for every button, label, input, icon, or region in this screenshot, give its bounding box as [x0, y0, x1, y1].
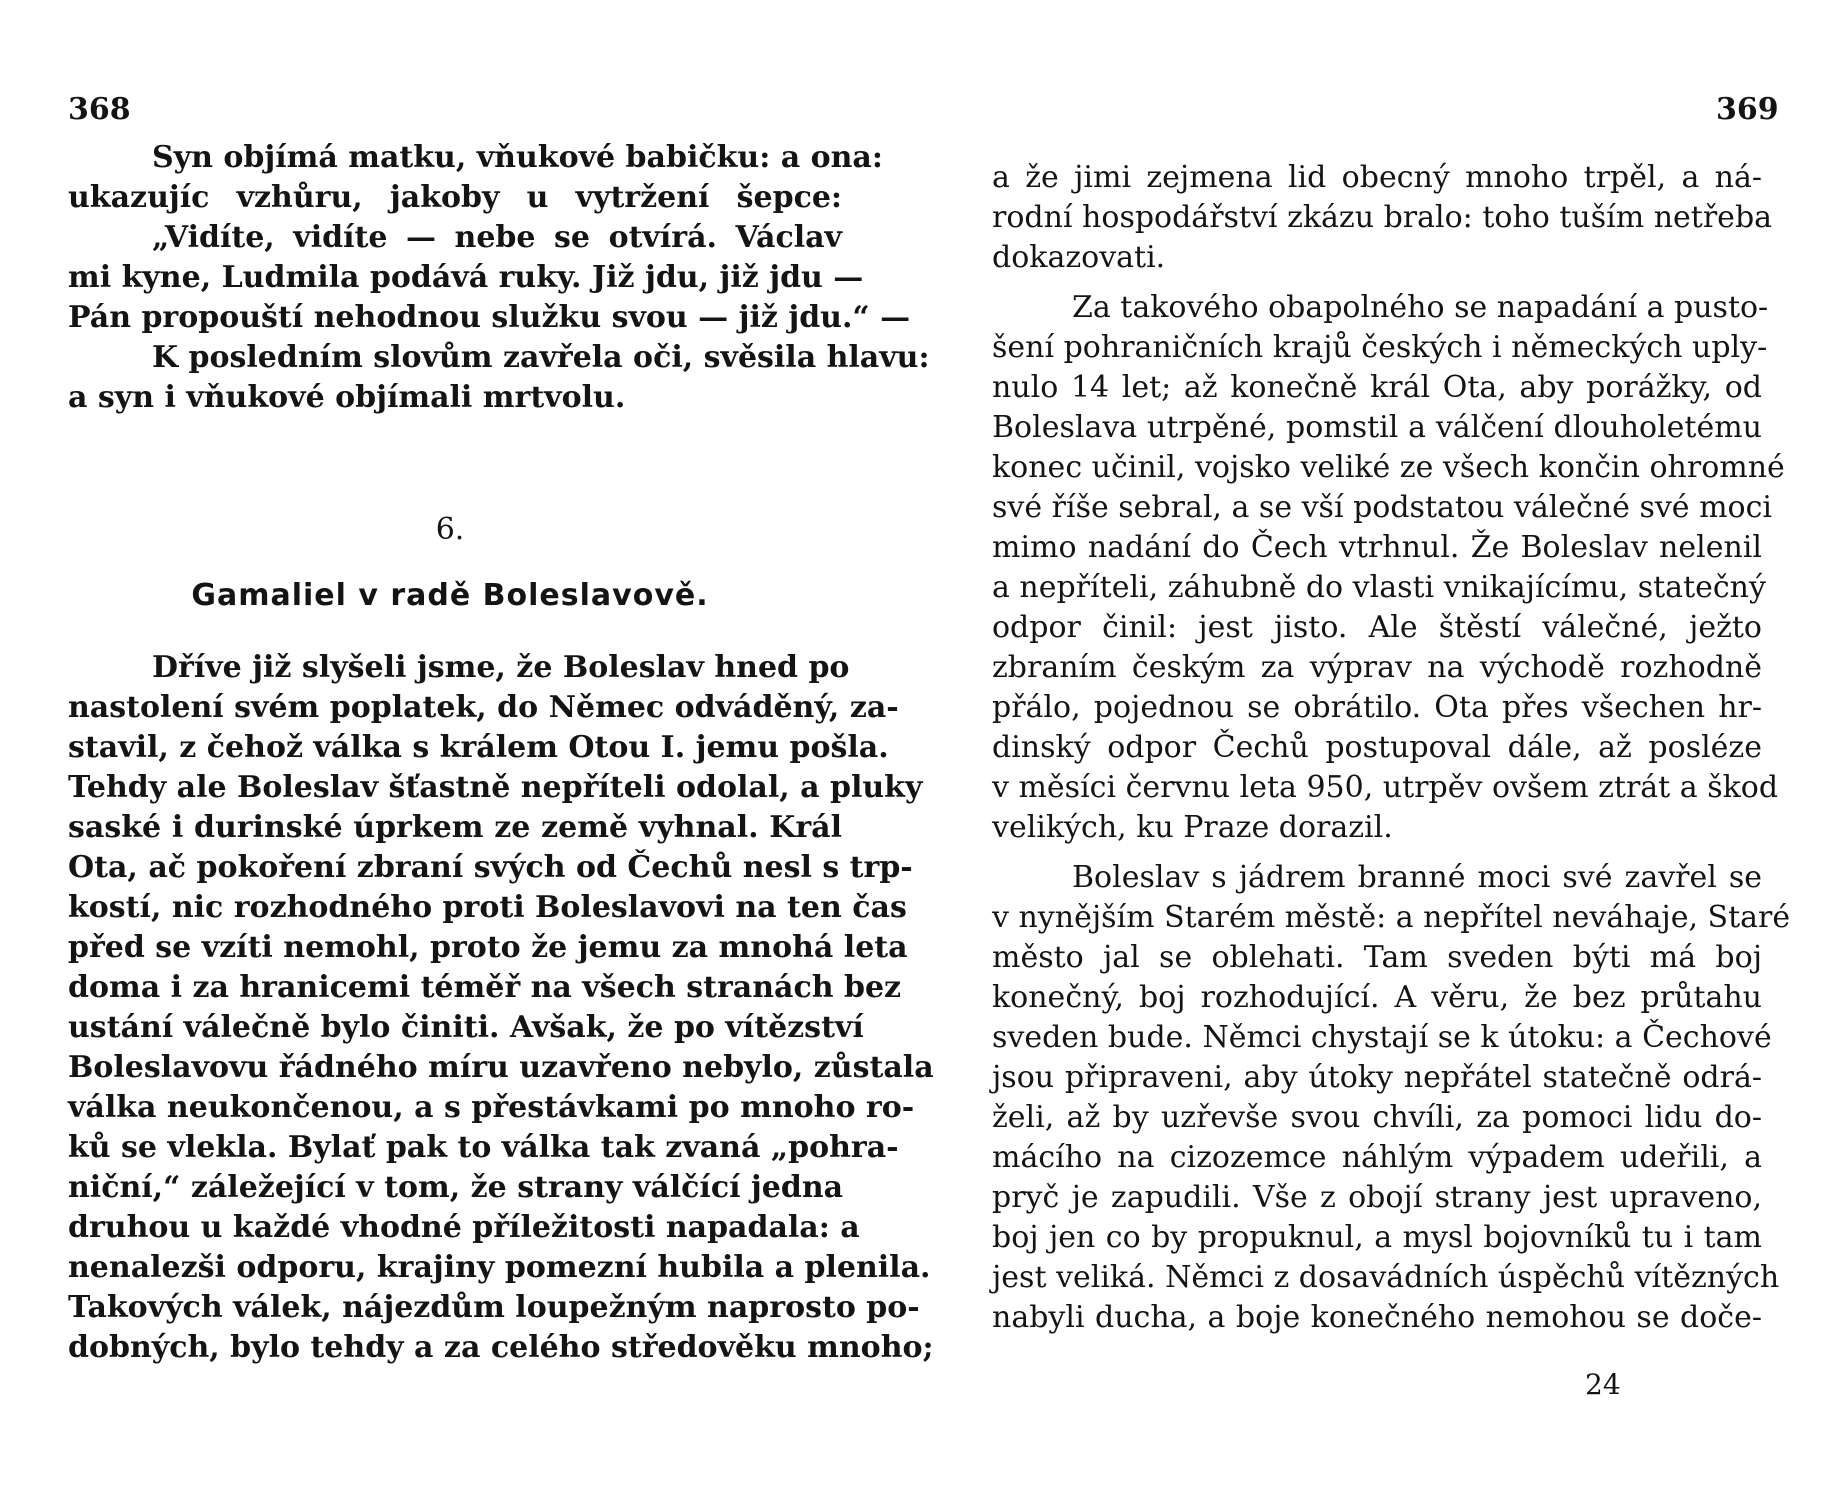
text-line: Dříve již slyšeli jsme, že Boleslav hned po [152, 650, 850, 685]
text-line: K posledním slovům zavřela oči, svěsila hlavu: [152, 340, 930, 375]
text-line: Ota, ač pokoření zbraní svých od Čechů nesl s trp- [68, 850, 913, 885]
text-line: odpor činil: jest jisto. Ale štěstí válečné, ježto [992, 610, 1762, 645]
text-line: ustání válečně bylo činiti. Avšak, že po vítězství [68, 1010, 864, 1045]
text-line: dobných, bylo tehdy a za celého středověku mnoho; [68, 1330, 934, 1365]
text-line: pryč je zapudili. Vše z obojí strany jest upraveno, [992, 1180, 1762, 1215]
section-number: 6. [435, 512, 465, 547]
text-line: Za takového obapolného se napadání a pusto- [1072, 290, 1769, 325]
page-number-left: 368 [68, 92, 131, 127]
text-line: šení pohraničních krajů českých i německých uply- [992, 330, 1768, 365]
text-line: „Vidíte, vidíte — nebe se otvírá. Václav [152, 220, 842, 255]
text-line: mácího na cizozemce náhlým výpadem udeřili, a [992, 1140, 1762, 1175]
text-line: rodní hospodářství zkázu bralo: toho tuším netřeba [992, 200, 1773, 235]
text-line: Pán propouští nehodnou služku svou — již jdu.“ — [68, 300, 911, 335]
text-line: nabyli ducha, a boje konečného nemohou se doče- [992, 1300, 1762, 1335]
text-line: jsou připraveni, aby útoky nepřátel statečně odrá- [992, 1060, 1762, 1095]
text-line: konečný, boj rozhodující. A věru, že bez průtahu [992, 980, 1762, 1015]
text-line: před se vzíti nemohl, proto že jemu za mnohá leta [68, 930, 908, 965]
text-line: konec učinil, vojsko veliké ze všech končin ohromné [992, 450, 1785, 485]
right-page [960, 0, 1824, 1500]
text-line: přálo, pojednou se obrátilo. Ota přes všechen hr- [992, 690, 1762, 725]
text-line: a nepříteli, záhubně do vlasti vnikajícímu, statečný [992, 570, 1766, 605]
text-line: své říše sebral, a se vší podstatou válečné své moci [992, 490, 1772, 525]
text-line: zbraním českým za výprav na východě rozhodně [992, 650, 1762, 685]
signature-mark: 24 [1585, 1368, 1621, 1401]
text-line: a syn i vňukové objímali mrtvolu. [68, 380, 626, 415]
text-line: válka neukončenou, a s přestávkami po mnoho ro- [68, 1090, 915, 1125]
text-line: Boleslava utrpěné, pomstil a válčení dlouholetému [992, 410, 1762, 445]
text-line: doma i za hranicemi téměř na všech stranách bez [68, 970, 902, 1005]
text-line: v měsíci červnu leta 950, utrpěv ovšem ztrát a škod [992, 770, 1779, 805]
text-line: ukazujíc vzhůru, jakoby u vytržení šepce: [68, 180, 842, 215]
text-line: nulo 14 let; až konečně král Ota, aby porážky, od [992, 370, 1762, 405]
text-line: kostí, nic rozhodného proti Boleslavovi na ten čas [68, 890, 907, 925]
text-line: boj jen co by propuknul, a mysl bojovníků tu i tam [992, 1220, 1762, 1255]
text-line: Takových válek, nájezdům loupežným naprosto po- [68, 1290, 920, 1325]
text-line: saské i durinské úprkem ze země vyhnal. Král [68, 810, 842, 845]
text-line: město jal se oblehati. Tam sveden býti má boj [992, 940, 1762, 975]
text-line: a že jimi zejmena lid obecný mnoho trpěl, a ná- [992, 160, 1762, 195]
text-line: druhou u každé vhodné příležitosti napadala: a [68, 1210, 860, 1245]
text-line: stavil, z čehož válka s králem Otou I. jemu pošla. [68, 730, 889, 765]
text-line: Boleslav s jádrem branné moci své zavřel se [1072, 860, 1762, 895]
text-line: nastolení svém poplatek, do Němec odváděný, za- [68, 690, 899, 725]
text-line: dinský odpor Čechů postupoval dále, až posléze [992, 730, 1762, 765]
text-line: mi kyne, Ludmila podává ruky. Již jdu, již jdu — [68, 260, 864, 295]
text-line: Tehdy ale Boleslav šťastně nepříteli odolal, a pluky [68, 770, 923, 805]
text-line: dokazovati. [992, 240, 1166, 275]
text-line: v nynějším Starém městě: a nepřítel neváhaje, Staré [992, 900, 1791, 935]
text-line: ků se vlekla. Bylať pak to válka tak zvaná „pohra- [68, 1130, 899, 1165]
text-line: sveden bude. Němci chystají se k útoku: a Čechové [992, 1020, 1772, 1055]
text-line: želi, až by uzřevše svou chvíli, za pomoci lidu do- [992, 1100, 1762, 1135]
text-line: Boleslavovu řádného míru uzavřeno nebylo, zůstala [68, 1050, 934, 1085]
page-number-right: 369 [1716, 92, 1779, 127]
text-line: Syn objímá matku, vňukové babičku: a ona: [152, 140, 883, 175]
text-line: niční,“ záležející v tom, že strany válčící jedna [68, 1170, 844, 1205]
text-line: nenalezši odporu, krajiny pomezní hubila a plenila. [68, 1250, 931, 1285]
text-line: velikých, ku Praze dorazil. [992, 810, 1393, 845]
section-title: Gamaliel v radě Boleslavově. [191, 578, 709, 613]
text-line: jest veliká. Němci z dosavádních úspěchů vítězných [992, 1260, 1780, 1295]
text-line: mimo nadání do Čech vtrhnul. Že Boleslav nelenil [992, 530, 1762, 565]
